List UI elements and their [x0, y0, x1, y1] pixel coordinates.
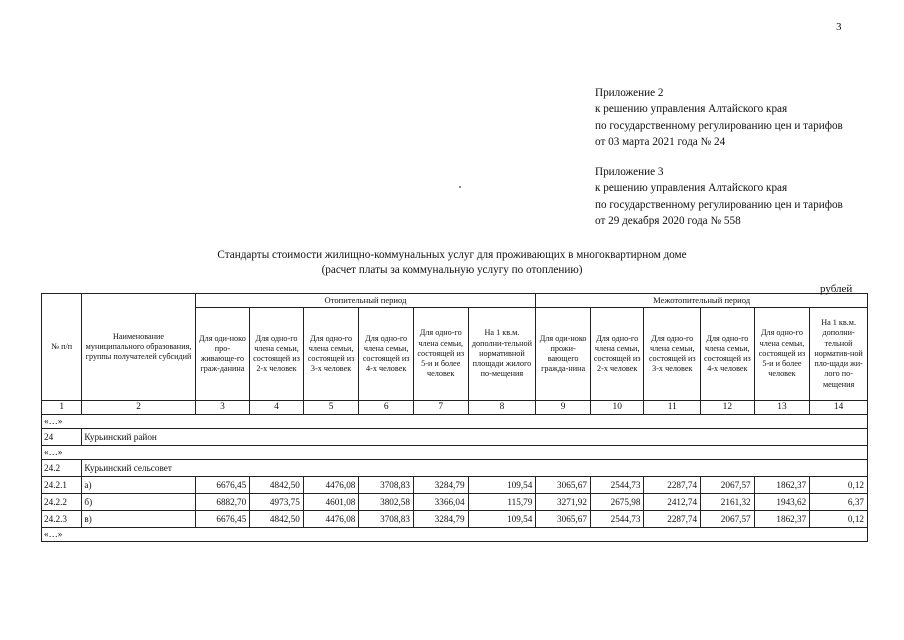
- column-number: 12: [701, 401, 755, 415]
- column-number: 8: [468, 401, 536, 415]
- header-non-heating-period: Межотопительный период: [536, 294, 868, 308]
- ellipsis-row: «…»: [42, 446, 868, 460]
- ellipsis-row: «…»: [42, 415, 868, 429]
- appendix-3-line: Приложение 3: [595, 166, 664, 178]
- appendix-3-line: к решению управления Алтайского края: [595, 182, 788, 195]
- page-number: 3: [836, 21, 842, 33]
- table-row: [42, 494, 868, 511]
- value-cell: 3366,04: [413, 494, 468, 511]
- value-cell: 2287,74: [644, 477, 701, 494]
- value-cell: 6882,70: [195, 494, 250, 511]
- appendix-3-block: [595, 164, 843, 229]
- header-non-heating-col: Для оди-ноко прожи-вающего гражда-нина: [536, 308, 591, 401]
- value-cell: 2544,73: [590, 511, 644, 528]
- value-cell: 3284,79: [413, 477, 468, 494]
- value-cell: 6,37: [810, 494, 868, 511]
- value-cell: 1862,37: [754, 511, 810, 528]
- value-cell: 4842,50: [250, 511, 304, 528]
- row-group: б): [82, 494, 195, 511]
- ellipsis-row: «…»: [42, 528, 868, 542]
- value-cell: 2412,74: [644, 494, 701, 511]
- value-cell: 109,54: [468, 511, 536, 528]
- value-cell: 6676,45: [195, 511, 250, 528]
- value-cell: 3708,83: [359, 477, 414, 494]
- value-cell: 0,12: [810, 477, 868, 494]
- value-cell: 4476,08: [303, 477, 359, 494]
- district-number: 24: [42, 429, 82, 446]
- value-cell: 115,79: [468, 494, 536, 511]
- tariff-table: [41, 293, 868, 542]
- value-cell: 4601,08: [303, 494, 359, 511]
- header-heating-col: Для одно-го члена семьи, состоящей из 5-и и более человек: [413, 308, 468, 401]
- header-non-heating-col: Для одно-го члена семьи, состоящей из 5-и и более человек: [754, 308, 810, 401]
- appendix-3-line: от 29 декабря 2020 года № 558: [595, 214, 741, 227]
- value-cell: 6676,45: [195, 477, 250, 494]
- value-cell: 0,12: [810, 511, 868, 528]
- column-number: 2: [82, 401, 195, 415]
- value-cell: 3708,83: [359, 511, 414, 528]
- header-non-heating-col: Для одно-го члена семьи, состоящей из 3-х человек: [644, 308, 701, 401]
- value-cell: 3271,92: [536, 494, 591, 511]
- value-cell: 109,54: [468, 477, 536, 494]
- row-number: 24.2.3: [42, 511, 82, 528]
- document-subtitle: (расчет платы за коммунальную услугу по отоплению): [321, 264, 583, 276]
- value-cell: 2287,74: [644, 511, 701, 528]
- header-heating-period: Отопительный период: [195, 294, 536, 308]
- table-row: [42, 477, 868, 494]
- row-group: в): [82, 511, 195, 528]
- value-cell: 1862,37: [754, 477, 810, 494]
- header-heating-col: Для оди-ноко про-живающе-го граж-данина: [195, 308, 250, 401]
- appendix-2-block: [595, 85, 843, 150]
- value-cell: 3065,67: [536, 477, 591, 494]
- column-number: 14: [810, 401, 868, 415]
- column-number: 6: [359, 401, 414, 415]
- header-heating-col: Для одно-го члена семьи, состоящей из 3-х человек: [303, 308, 359, 401]
- district-name: Курьинский район: [82, 429, 868, 446]
- header-heating-col: Для одно-го члена семьи, состоящей из 2-х человек: [250, 308, 304, 401]
- column-number: 13: [754, 401, 810, 415]
- column-number: 1: [42, 401, 82, 415]
- header-non-heating-col: На 1 кв.м. дополни-тельной норматив-ной пло-щади жи-лого по-мещения: [810, 308, 868, 401]
- document-title: Стандарты стоимости жилищно-коммунальных услуг для проживающих в многоквартирном доме: [217, 249, 687, 261]
- value-cell: 2067,57: [701, 511, 755, 528]
- row-number: 24.2.1: [42, 477, 82, 494]
- council-number: 24.2: [42, 460, 82, 477]
- units-label: рублей: [820, 283, 853, 295]
- column-number: 4: [250, 401, 304, 415]
- header-non-heating-col: Для одно-го члена семьи, состоящей из 4-х человек: [701, 308, 755, 401]
- appendix-2-line: Приложение 2: [595, 87, 664, 99]
- value-cell: 2067,57: [701, 477, 755, 494]
- value-cell: 3802,58: [359, 494, 414, 511]
- header-name: Наименование муниципального образования, группы получателей субсидий: [82, 294, 195, 401]
- value-cell: 3284,79: [413, 511, 468, 528]
- column-number: 7: [413, 401, 468, 415]
- row-group: а): [82, 477, 195, 494]
- value-cell: 2544,73: [590, 477, 644, 494]
- appendix-2-line: от 03 марта 2021 года № 24: [595, 135, 726, 148]
- table-row: [42, 511, 868, 528]
- value-cell: 4842,50: [250, 477, 304, 494]
- column-number: 10: [590, 401, 644, 415]
- header-non-heating-col: Для одно-го члена семьи, состоящей из 2-х человек: [590, 308, 644, 401]
- council-name: Курьинский сельсовет: [82, 460, 868, 477]
- column-number: 5: [303, 401, 359, 415]
- appendix-2-line: к решению управления Алтайского края: [595, 103, 788, 116]
- header-number: № п/п: [42, 294, 82, 401]
- value-cell: 2161,32: [701, 494, 755, 511]
- header-heating-col: Для одно-го члена семьи, состоящей из 4-х человек: [359, 308, 414, 401]
- value-cell: 2675,98: [590, 494, 644, 511]
- value-cell: 4973,75: [250, 494, 304, 511]
- column-number: 11: [644, 401, 701, 415]
- value-cell: 4476,08: [303, 511, 359, 528]
- row-number: 24.2.2: [42, 494, 82, 511]
- scan-speck: [459, 186, 461, 188]
- column-number: 3: [195, 401, 250, 415]
- column-number: 9: [536, 401, 591, 415]
- header-heating-col: На 1 кв.м. дополни-тельной нормативной площади жилого по-мещения: [468, 308, 536, 401]
- value-cell: 3065,67: [536, 511, 591, 528]
- value-cell: 1943,62: [754, 494, 810, 511]
- appendix-2-line: по государственному регулированию цен и тарифов: [595, 119, 843, 132]
- appendix-3-line: по государственному регулированию цен и тарифов: [595, 198, 843, 211]
